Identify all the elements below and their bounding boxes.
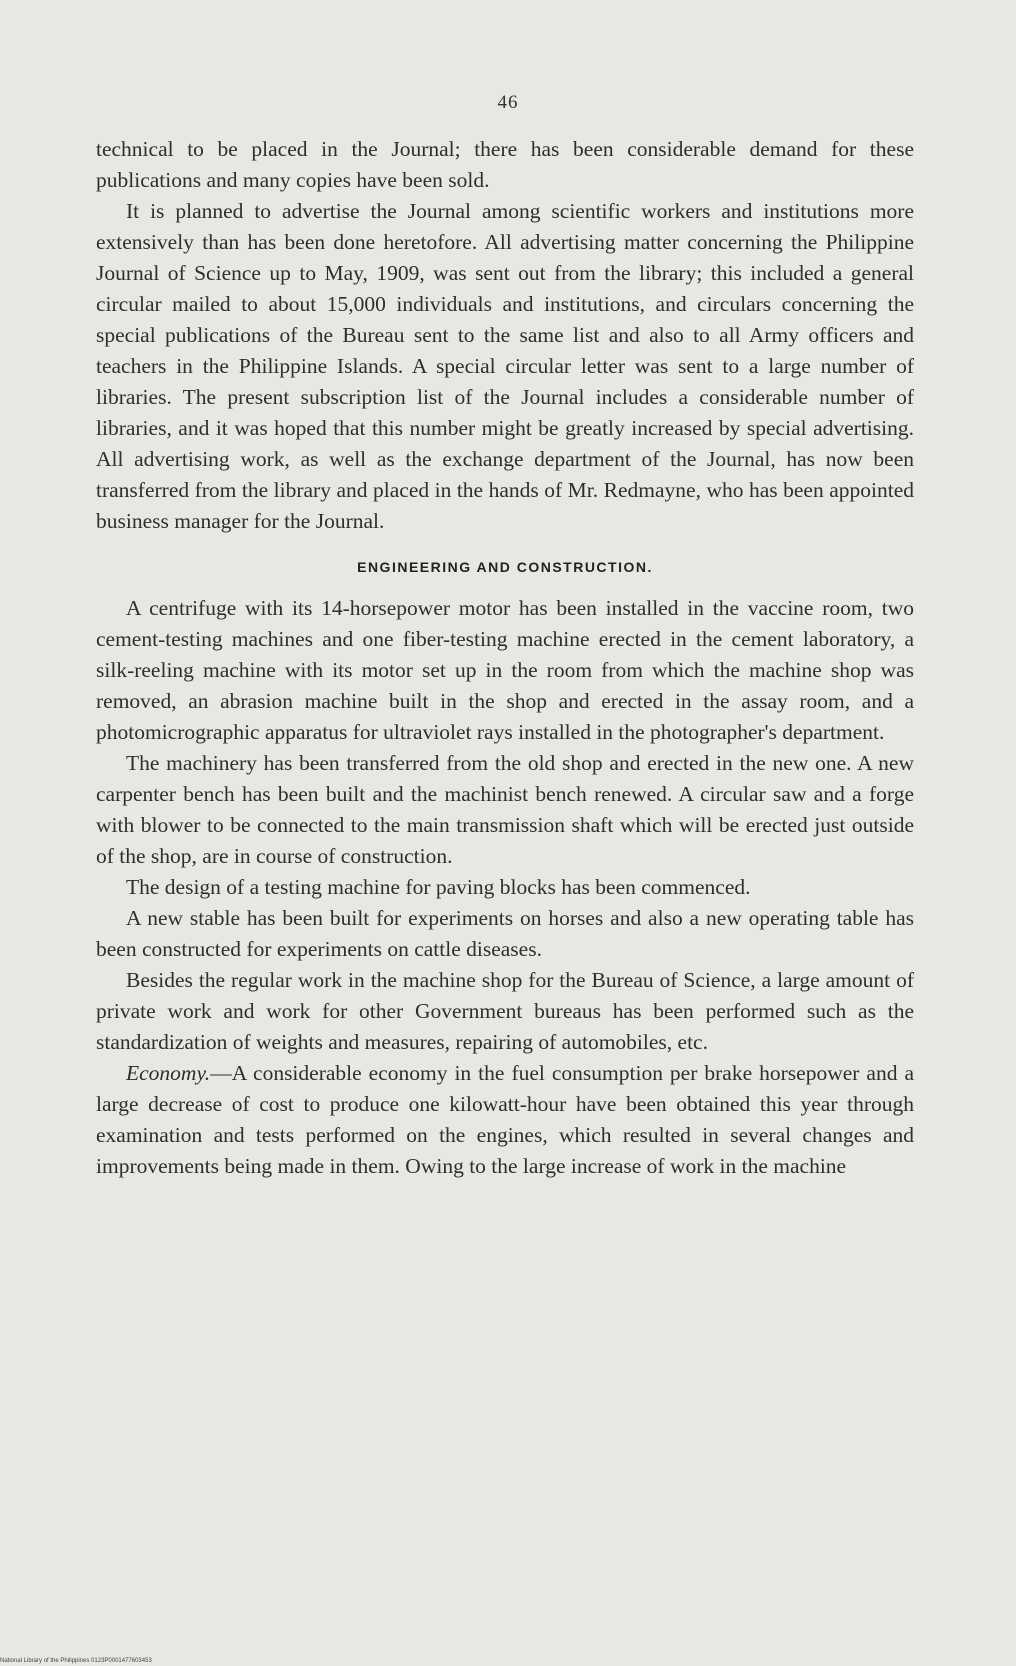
economy-run-in: Economy. xyxy=(126,1061,211,1085)
paragraph-centrifuge: A centrifuge with its 14-horsepower motor has been installed in the vaccine room, two cement-testing machines and one fiber-testing machine erected in the cement laboratory, a silk-reeling machine with its motor set up in the room from which the machine shop was removed, an abrasion machine built in the shop and erected in the assay room, and a photomicrographic apparatus for ultraviolet rays installed in the photographer's department. xyxy=(96,596,914,744)
footer-credit: National Library of the Philippines 0123P0001477603453 xyxy=(0,1658,152,1664)
paragraph-advertising: It is planned to advertise the Journal among scientific workers and institutions more extensively than has been done heretofore. All advertising matter concerning the Philippine Journal of Science up to May, 1909, was sent out from the library; this included a general circular mailed to about 15,000 individuals and institutions, and circulars concerning the special publications of the Bureau sent to the same list and also to all Army officers and teachers in the Philippine Islands. A special circular letter was sent to a large number of libraries. The present subscription list of the Journal includes a considerable number of libraries, and it was hoped that this number might be greatly increased by special advertising. All advertising work, as well as the exchange department of the Journal, has now been transferred from the library and placed in the hands of Mr. Redmayne, who has been appointed business manager for the Journal. xyxy=(96,199,914,533)
page-number: 46 xyxy=(497,92,519,113)
paragraph-design: The design of a testing machine for paving blocks has been commenced. xyxy=(126,875,751,899)
body-text xyxy=(96,134,914,1182)
paragraph-machinery: The machinery has been transferred from the old shop and erected in the new one. A new carpenter bench has been built and the machinist bench renewed. A circular saw and a forge with blower to be connected to the main transmission shaft which will be erected just outside of the shop, are in course of construction. xyxy=(96,751,914,868)
paragraph-economy xyxy=(96,1058,914,1182)
economy-text: —A considerable economy in the fuel consumption per brake horsepower and a large decrease of cost to produce one kilowatt-hour have been obtained this year through examination and tests performed on the engines, which resulted in several changes and improvements being made in them. Owing to the large increase of work in the machine xyxy=(96,1061,914,1178)
paragraph-stable: A new stable has been built for experiments on horses and also a new operating table has been constructed for experiments on cattle diseases. xyxy=(96,906,914,961)
paragraph-regular-work: Besides the regular work in the machine shop for the Bureau of Science, a large amount of private work and work for other Government bureaus has been performed such as the standardization of weights and measures, repairing of automobiles, etc. xyxy=(96,968,914,1054)
paragraph-continued: technical to be placed in the Journal; there has been considerable demand for these publications and many copies have been sold. xyxy=(96,137,914,192)
section-heading: ENGINEERING AND CONSTRUCTION. xyxy=(357,559,653,575)
